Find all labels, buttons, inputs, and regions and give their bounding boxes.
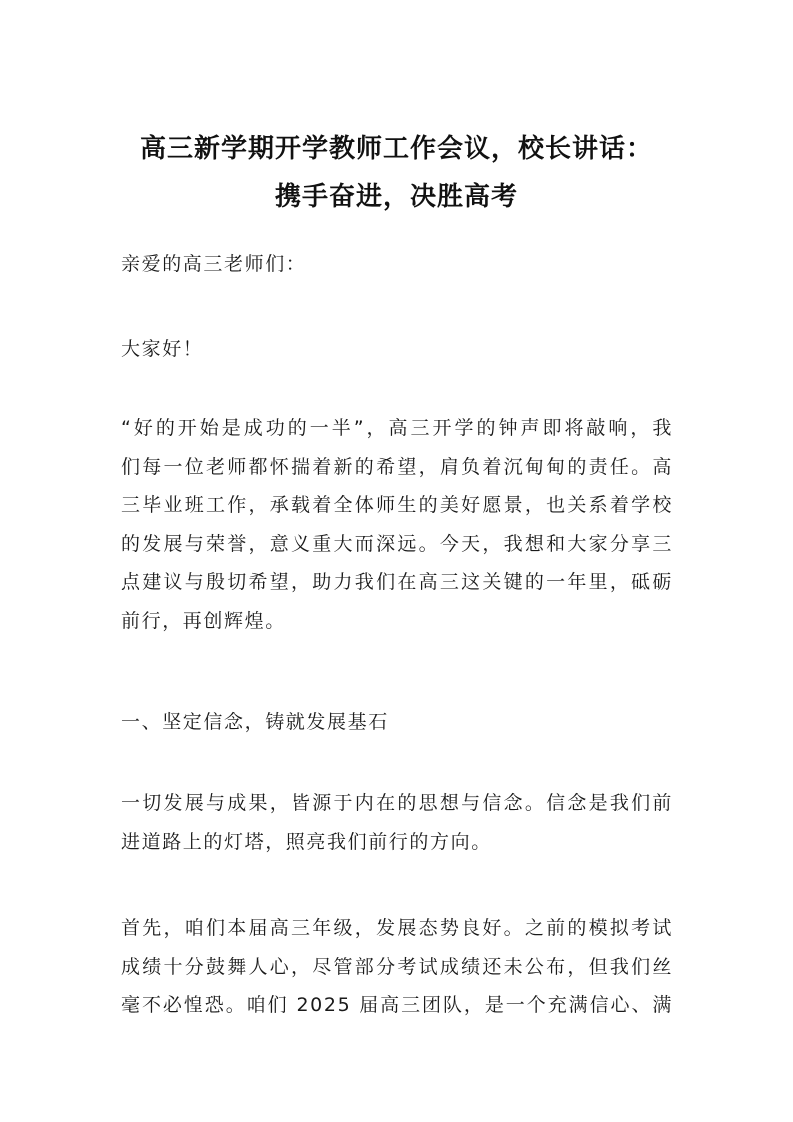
paragraph-1-line: 点建议与殷切希望，助力我们在高三这关键的一年里，砥砺 xyxy=(121,571,673,593)
document-title-line-1: 高三新学期开学教师工作会议，校长讲话： xyxy=(139,134,653,164)
paragraph-3-line: 成绩十分鼓舞人心，尽管部分考试成绩还未公布，但我们丝 xyxy=(121,955,673,978)
paragraph-1-line: 三毕业班工作，承载着全体师生的美好愿景，也关系着学校 xyxy=(121,494,673,516)
paragraph-1 xyxy=(121,409,673,640)
section-1-heading-text: 一、坚定信念，铸就发展基石 xyxy=(121,711,389,733)
paragraph-1-line: “好的开始是成功的一半”，高三开学的钟声即将敲响，我 xyxy=(121,417,673,439)
document-title-line-2: 携手奋进，决胜高考 xyxy=(274,182,518,212)
paragraph-2-line: 一切发展与成果，皆源于内在的思想与信念。信念是我们前 xyxy=(121,792,673,814)
section-1-heading xyxy=(121,703,673,742)
paragraph-3-line: 首先，咱们本届高三年级，发展态势良好。之前的模拟考试 xyxy=(121,917,673,939)
greeting-text: 大家好！ xyxy=(121,338,204,360)
greeting xyxy=(121,330,673,369)
paragraph-3-line: 毫不必惶恐。咱们 2025 届高三团队，是一个充满信心、满 xyxy=(121,994,673,1016)
salutation-text: 亲爱的高三老师们： xyxy=(121,253,307,275)
paragraph-2 xyxy=(121,784,673,861)
paragraph-1-line: 前行，再创辉煌。 xyxy=(121,609,286,632)
paragraph-2-line: 进道路上的灯塔，照亮我们前行的方向。 xyxy=(121,830,492,853)
paragraph-1-line: 们每一位老师都怀揣着新的希望，肩负着沉甸甸的责任。高 xyxy=(121,455,673,478)
paragraph-3 xyxy=(121,909,673,1025)
paragraph-1-line: 的发展与荣誉，意义重大而深远。今天，我想和大家分享三 xyxy=(121,532,673,555)
salutation xyxy=(121,245,673,284)
